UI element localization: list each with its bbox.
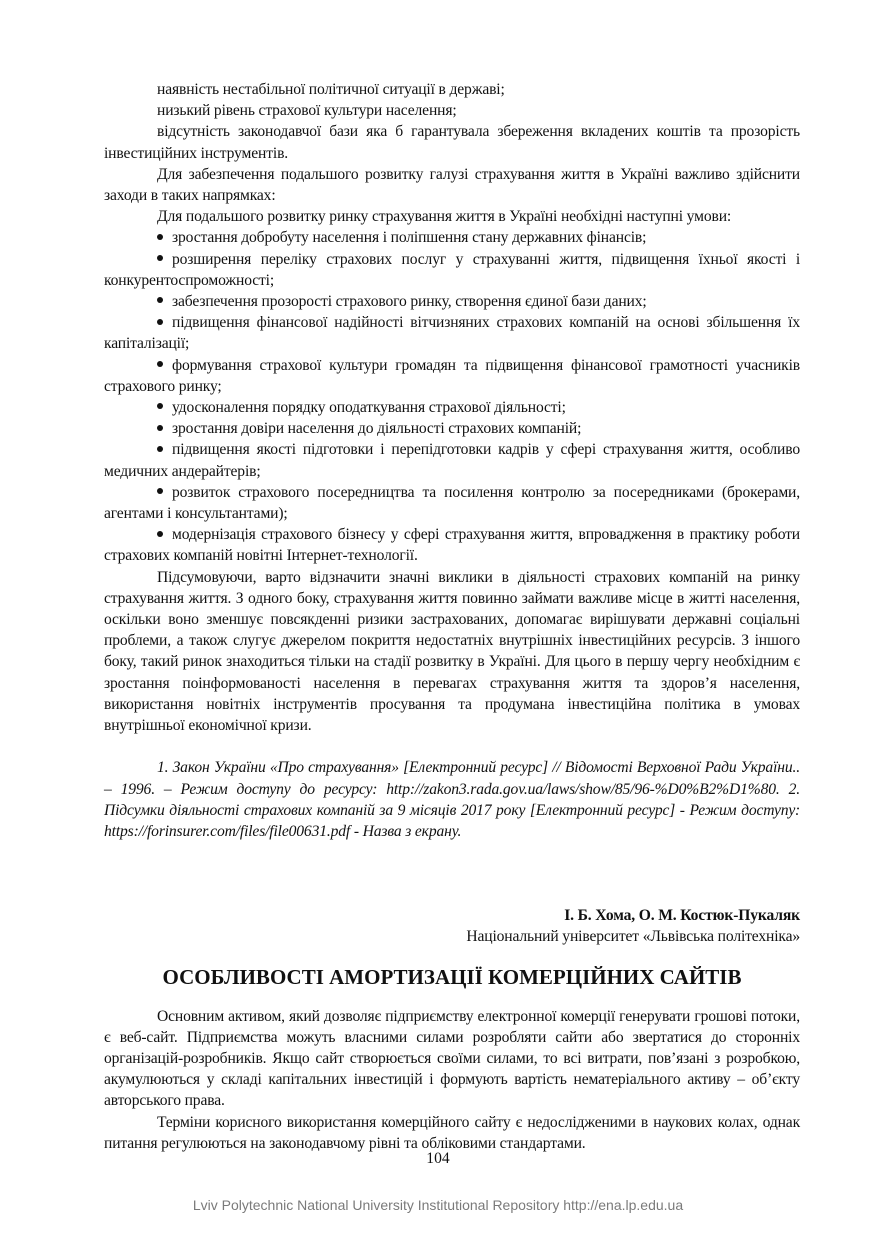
bullet-item xyxy=(104,397,800,418)
bullet-icon xyxy=(157,403,163,409)
article-affiliation: Національний університет «Львівська політехніка» xyxy=(466,928,800,946)
bullet-item xyxy=(104,227,800,248)
repository-footer: Lviv Polytechnic National University Institutional Repository http://ena.lp.edu.ua xyxy=(192,1197,684,1213)
bullet-icon xyxy=(157,361,163,367)
bullet-item xyxy=(104,439,800,481)
article-title: ОСОБЛИВОСТІ АМОРТИЗАЦІЇ КОМЕРЦІЙНИХ САЙТІВ xyxy=(162,964,742,989)
paragraph-summary: Підсумовуючи, варто відзначити значні виклики в діяльності страхових компаній на ринку страхування життя. З одного боку, страхування життя повинно займати важливе місце в житті населення, оскільки воно зменшує повсякденні ризики застрахованих, допомагає вирішувати державні соціальні проблеми, а також слугує джерелом покриття недостатніх внутрішніх інвестиційних ресурсів. З іншого боку, такий ринок знаходиться тільки на стадії розвитку в Україні. Для цього в першу чергу необхідним є зростання поінформованості населення в перевагах страхування життя та здоров’я населення, використання новітніх інструментів просування та продумана інвестиційна політика в умовах внутрішньої економічної кризи. xyxy=(104,568,800,735)
article-paragraph: Терміни корисного використання комерційного сайту є недослідженими в наукових колах, однак питання регулюються на законодавчому рівні та обліковими стандартами. xyxy=(104,1113,800,1152)
list-item-top: наявність нестабільної політичної ситуації в державі; xyxy=(157,81,505,98)
bullet-item xyxy=(104,355,800,397)
page-content xyxy=(104,79,800,1154)
bullet-text: зростання добробуту населення і поліпшення стану державних фінансів; xyxy=(172,229,647,247)
bullet-icon xyxy=(157,319,163,325)
bullet-icon xyxy=(157,488,163,494)
list-item-top: відсутність законодавчої бази яка б гарантувала збереження вкладених коштів та прозорість інвестиційних інструментів. xyxy=(104,123,800,162)
bullet-icon xyxy=(157,234,163,240)
bullet-icon xyxy=(157,425,163,431)
bullet-text: забезпечення прозорості страхового ринку, створення єдиної бази даних; xyxy=(172,293,647,311)
bullet-item xyxy=(104,482,800,524)
bullet-list xyxy=(104,227,800,566)
list-item-top: низький рівень страхової культури населення; xyxy=(157,102,457,120)
article-authors: І. Б. Хома, О. М. Костюк-Пукаляк xyxy=(564,907,800,925)
paragraph-conditions: Для подальшого розвитку ринку страхування життя в Україні необхідні наступні умови: xyxy=(157,208,732,226)
bullet-item xyxy=(104,524,800,566)
bullet-icon xyxy=(157,255,163,261)
bullet-icon xyxy=(157,531,163,537)
bullet-text: підвищення фінансової надійності вітчизняних страхових компаній на основі збільшення їх капіталізації; xyxy=(104,314,800,353)
bullet-icon xyxy=(157,446,163,452)
bullet-item xyxy=(104,291,800,312)
bullet-text: розширення переліку страхових послуг у страхуванні життя, підвищення їхньої якості і конкурентоспроможності; xyxy=(104,250,800,289)
bullet-text: формування страхової культури громадян та підвищення фінансової грамотності учасників страхового ринку; xyxy=(104,356,800,395)
bullet-text: зростання довіри населення до діяльності страхових компаній; xyxy=(172,420,582,438)
article-paragraph: Основним активом, який дозволяє підприємству електронної комерції генерувати грошові потоки, є веб-сайт. Підприємства можуть власними силами розробляти сайти або звертатися до сторонніх організацій-розробників. Якщо сайт створюється своїми силами, то всі витрати, пов’язані з розробкою, акумулюються у складі капітальних інвестицій і формують вартість нематеріального активу – об’єкту авторського права. xyxy=(104,1007,800,1110)
bullet-item xyxy=(104,418,800,439)
bullet-item xyxy=(104,312,800,354)
references: 1. Закон України «Про страхування» [Електронний ресурс] // Відомості Верховної Ради України.. – 1996. – Режим доступу до ресурсу: http://zakon3.rada.gov.ua/laws/show/85/96-%D0%B2%D1%80. 2. Підсумки діяльності страхових компаній за 9 місяців 2017 року [Електронний ресурс] - Режим доступу: https://forinsurer.com/files/file00631.pdf - Назва з екрану. xyxy=(104,759,800,840)
bullet-item xyxy=(104,249,800,291)
page-number: 104 xyxy=(426,1150,450,1167)
bullet-icon xyxy=(157,297,163,303)
bullet-text: удосконалення порядку оподаткування страхової діяльності; xyxy=(172,399,566,417)
bullet-text: розвиток страхового посередництва та посилення контролю за посередниками (брокерами, агентами і консультантами); xyxy=(104,483,800,523)
bullet-text: модернізація страхового бізнесу у сфері страхування життя, впровадження в практику роботи страхових компаній новітні Інтернет-технології. xyxy=(104,526,800,565)
bullet-text: підвищення якості підготовки і перепідготовки кадрів у сфері страхування життя, особливо медичних андерайтерів; xyxy=(104,441,800,480)
paragraph-measures: Для забезпечення подальшого розвитку галузі страхування життя в Україні важливо здійснити заходи в таких напрямках: xyxy=(104,165,800,205)
